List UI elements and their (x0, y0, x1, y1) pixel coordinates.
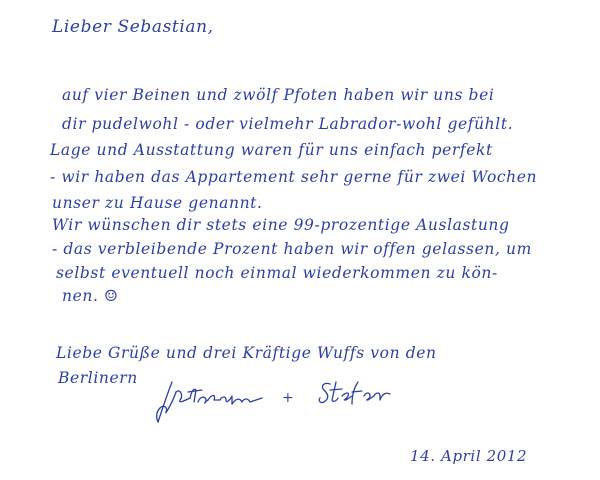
date: 14. April 2012 (410, 447, 528, 465)
body-line-3: Lage und Ausstattung waren für uns einfach perfekt (50, 141, 493, 159)
body-line-6: Wir wünschen dir stets eine 99-prozentige Auslastung (52, 216, 510, 234)
body-line-8: selbst eventuell noch einmal wiederkommen zu kön- (56, 264, 498, 282)
plus-sign: + (282, 390, 295, 406)
body-line-4: - wir haben das Appartement sehr gerne für zwei Wochen (50, 168, 538, 186)
body-line-7: - das verbleibende Prozent haben wir offen gelassen, um (52, 240, 532, 258)
greeting: Lieber Sebastian, (52, 17, 214, 37)
body-line-1: auf vier Beinen und zwölf Pfoten haben wir uns bei (62, 86, 495, 104)
signature-katharina (150, 378, 265, 428)
body-line-5: unser zu Hause genannt. (52, 194, 263, 212)
closing-line-1: Liebe Grüße und drei Kräftige Wuffs von den (56, 344, 437, 362)
body-line-2: dir pudelwohl - oder vielmehr Labrador-wohl gefühlt. (62, 115, 514, 133)
body-line-9: nen. ☺ (62, 287, 119, 305)
closing-line-2: Berlinern (58, 369, 138, 387)
signature-stefan (318, 378, 393, 408)
